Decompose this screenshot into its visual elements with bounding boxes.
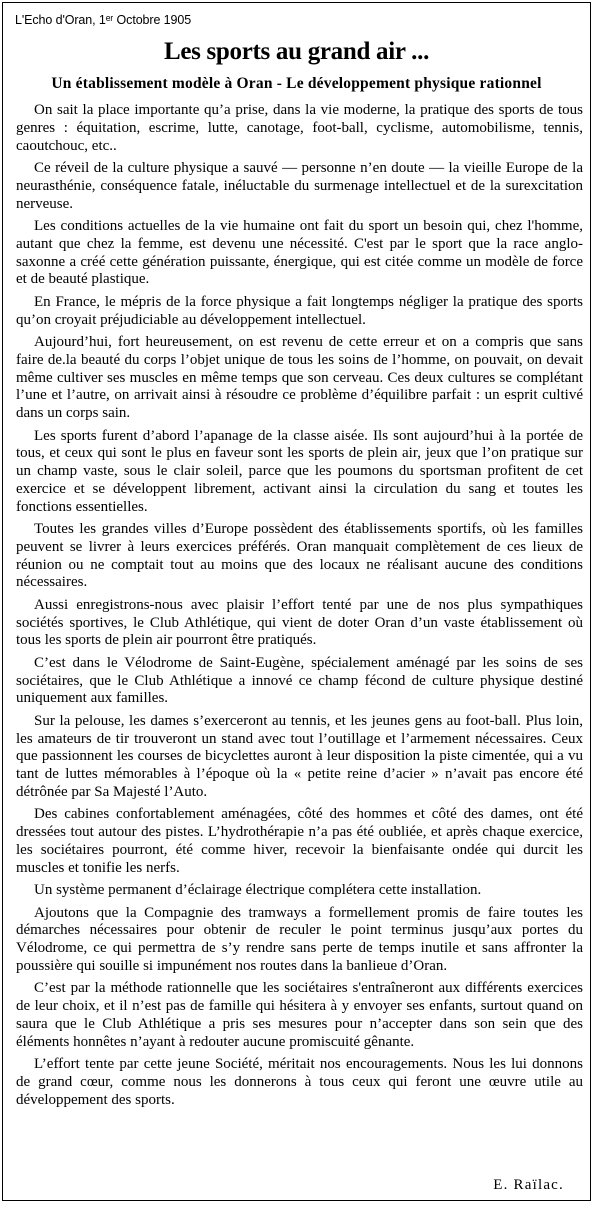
paragraph: Aujourd’hui, fort heureusement, on est revenu de cette erreur et on a compris que sans faire de.la beauté du corps l’objet unique de tous les soins de l’homme, on pouvait, on devait même cultiver ses muscles en même temps que son cerveau. Ces deux cultures se complétant l’une et l’autre, on arrivait ainsi à résoudre ce problème d’équilibre parfait : un esprit cultivé dans un corps sain.: [16, 333, 583, 422]
paragraph: Un système permanent d’éclairage électrique complétera cette installation.: [34, 882, 482, 899]
paragraph: Les sports furent d’abord l’apanage de la classe aisée. Ils sont aujourd’hui à la portée de tous, et ceux qui sont le plus en faveur sont les sports de plein air, jeux que l’on pratique sur un champ vaste, sous le clair soleil, parce que les poumons du sportsman profitent de cet exercice et se développent librement, activant ainsi la circulation du sang et toutes les fonctions essentielles.: [16, 427, 583, 515]
paragraph: Des cabines confortablement aménagées, côté des hommes et côté des dames, ont été dressées tout autour des pistes. L’hydrothérapie n’a pas été oubliée, et après chaque exercice, les sociétaires pourront, été comme hiver, recevoir la bienfaisante ondée qui durcit les muscles et tonifie les nerfs.: [16, 806, 583, 876]
paragraph: L’effort tente par cette jeune Société, méritait nos encouragements. Nous les lui donnons de grand cœur, comme nous les donnerons à tous ceux qui feront une œuvre utile au développement des sports.: [16, 1056, 583, 1108]
paragraph: Ajoutons que la Compagnie des tramways a formellement promis de faire toutes les démarches nécessaires pour obtenir de reculer le point terminus jusqu’aux portes du Vélodrome, ce qui permettra de s’y rendre sans perte de temps inutile et sans affronter la poussière qui souille si impunément nos routes dans la banlieue d’Oran.: [16, 904, 583, 974]
paragraph: C’est par la méthode rationnelle que les sociétaires s'entraîneront aux différents exercices de leur choix, et il n’est pas de famille qui hésitera à y envoyer ses enfants, surtout quand on saura que le Club Athlétique a pris ses mesures pour n’accepter dans son sein que des éléments honnêtes n’ayant à redouter aucune promiscuité gênante.: [16, 980, 583, 1050]
paragraph: Les conditions actuelles de la vie humaine ont fait du sport un besoin qui, chez l'homme, autant que chez la femme, est devenu une nécessité. C'est par le sport que la race anglo-saxonne a créé cette génération puissante, énergique, qui est citée comme un modèle de force et de beauté plastique.: [16, 217, 583, 288]
paragraph: En France, le mépris de la force physique a fait longtemps négliger la pratique des sports qu’on croyait préjudiciable au développement intellectuel.: [16, 293, 583, 328]
newspaper-clipping: [2, 2, 591, 1201]
paragraph: Aussi enregistrons-nous avec plaisir l’effort tenté par une de nos plus sympathiques sociétés sportives, le Club Athlétique, qui vient de doter Oran d’un vaste établissement où tous les sports de plein air pourront être pratiqués.: [16, 596, 583, 649]
article-subtitle: Un établissement modèle à Oran - Le développement physique rationnel: [51, 75, 542, 92]
article-title: Les sports au grand air ...: [163, 38, 430, 65]
paragraph: Ce réveil de la culture physique a sauvé — personne n’en doute — la vieille Europe de la neurasthénie, conséquence fatale, inéluctable du surmenage intellectuel et de la surexcitation nerveuse.: [16, 159, 583, 212]
paragraph: Toutes les grandes villes d’Europe possèdent des établissements sportifs, où les familles peuvent se livrer à leurs exercices préférés. Oran manquait complètement de ces lieux de réunion ou ne comptait tout au moins que des locaux ne réalisant aucune des conditions nécessaires.: [16, 521, 583, 591]
source-line: L'Echo d'Oran, 1ᵉʳ Octobre 1905: [15, 13, 192, 27]
paragraph: C’est dans le Vélodrome de Saint-Eugène, spécialement aménagé par les soins de ses sociétaires, que le Club Athlétique a innové ce champ fécond de culture physique destiné uniquement aux familles.: [16, 654, 583, 707]
article-body: [16, 102, 583, 1114]
author-signature: E. Raïlac.: [493, 1177, 564, 1193]
paragraph: Sur la pelouse, les dames s’exerceront au tennis, et les jeunes gens au foot-ball. Plus loin, les amateurs de tir trouveront un stand avec tout l’outillage et l’armement nécessaires. Ceux que passionnent les courses de bicyclettes auront à leur disposition la piste cimentée, qui a vu tant de luttes mémorables à l’époque où la « petite reine d’acier » n’avait pas encore été détrônée par Sa Majesté l’Auto.: [16, 712, 583, 801]
paragraph: On sait la place importante qu’a prise, dans la vie moderne, la pratique des sports de tous genres : équitation, escrime, lutte, canotage, foot-ball, cyclisme, automobilisme, tennis, caoutchouc, etc..: [16, 102, 583, 154]
